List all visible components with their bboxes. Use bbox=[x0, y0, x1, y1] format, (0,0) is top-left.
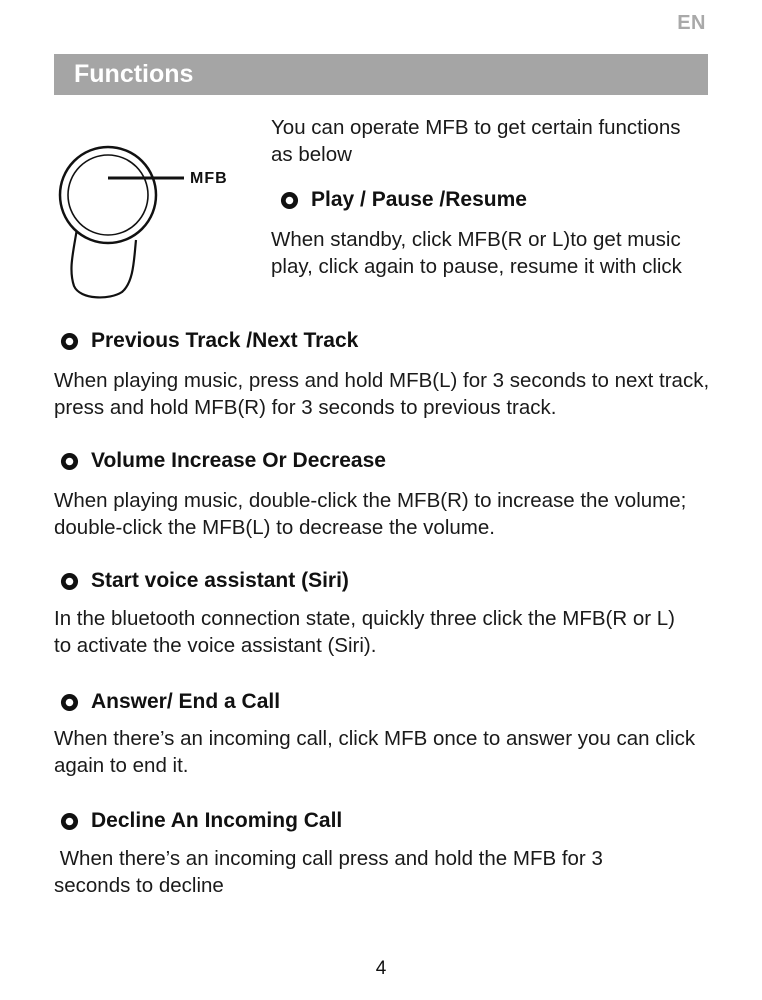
section-title: Decline An Incoming Call bbox=[91, 809, 343, 832]
section-body: When playing music, press and hold MFB(L) for 3 seconds to next track, press and hold MFB(R) for 3 seconds to previous track. bbox=[54, 369, 710, 419]
page-number: 4 bbox=[375, 958, 387, 979]
section-body: When there’s an incoming call, click MFB once to answer you can click again to end it. bbox=[54, 727, 696, 777]
section-title: Start voice assistant (Siri) bbox=[91, 569, 349, 592]
section-heading-play-pause bbox=[280, 188, 527, 212]
section-banner bbox=[54, 54, 708, 95]
bullet-icon bbox=[60, 332, 79, 351]
bullet-icon bbox=[60, 452, 79, 471]
earbud-icon bbox=[50, 140, 250, 300]
bullet-icon bbox=[280, 191, 299, 210]
section-heading-volume bbox=[60, 449, 386, 473]
section-title: Answer/ End a Call bbox=[91, 690, 281, 713]
section-heading-decline-call bbox=[60, 809, 342, 833]
section-title: Volume Increase Or Decrease bbox=[91, 449, 386, 472]
section-heading-track bbox=[60, 329, 358, 353]
section-title: Play / Pause /Resume bbox=[311, 188, 527, 211]
bullet-icon bbox=[60, 693, 79, 712]
banner-title: Functions bbox=[74, 60, 194, 88]
mfb-label: MFB bbox=[190, 170, 228, 187]
bullet-icon bbox=[60, 812, 79, 831]
intro-text: You can operate MFB to get certain functions as below bbox=[271, 116, 681, 166]
section-title: Previous Track /Next Track bbox=[91, 329, 359, 352]
section-body: When standby, click MFB(R or L)to get music play, click again to pause, resume it with click bbox=[271, 228, 682, 278]
section-body: When there’s an incoming call press and hold the MFB for 3 seconds to decline bbox=[54, 847, 609, 897]
section-heading-answer-call bbox=[60, 690, 280, 714]
language-label: EN bbox=[677, 12, 706, 34]
section-body: In the bluetooth connection state, quickly three click the MFB(R or L) to activate the voice assistant (Siri). bbox=[54, 607, 675, 657]
section-body: When playing music, double-click the MFB(R) to increase the volume; double-click the MFB(L) to decrease the volume. bbox=[54, 489, 687, 539]
bullet-icon bbox=[60, 572, 79, 591]
section-heading-voice-assistant bbox=[60, 569, 349, 593]
